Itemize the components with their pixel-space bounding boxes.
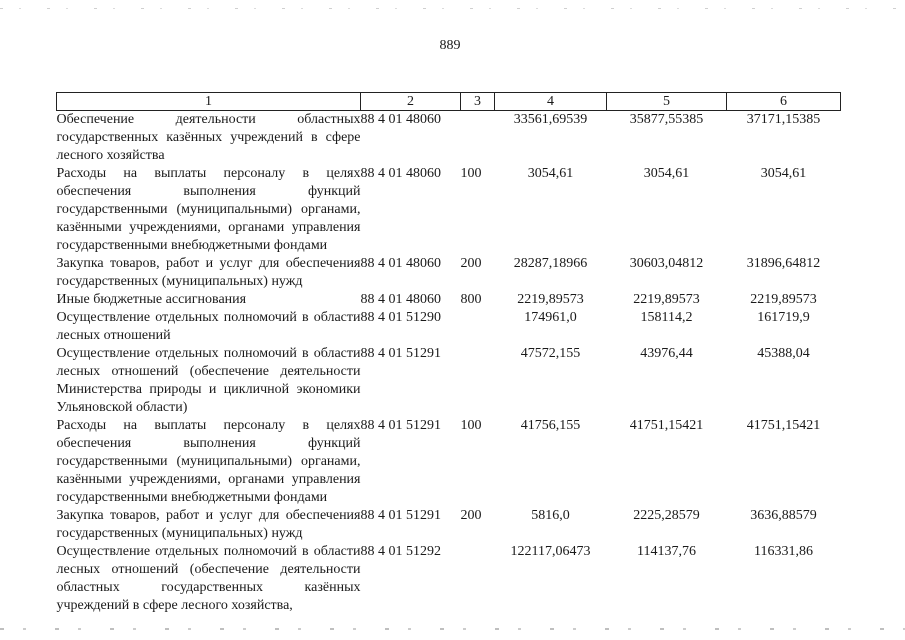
header-col-2: 2 (361, 93, 461, 111)
row-value-1: 47572,155 (520, 346, 581, 361)
row-value-2: 114137,76 (637, 544, 696, 559)
row-vr (461, 345, 495, 417)
row-value-1: 41756,155 (520, 418, 581, 433)
row-vr (461, 309, 495, 345)
row-value-2: 2225,28579 (633, 508, 700, 523)
row-name: Осуществление отдельных полномочий в области лесных отношений (обеспечение деятельности областных государственных казённых учреждений в сфере лесного хозяйства, (56, 544, 361, 613)
row-code: 88 4 01 48060 (360, 112, 441, 127)
row-value-1: 5816,0 (531, 508, 570, 523)
row-name: Закупка товаров, работ и услуг для обеспечения государственных (муниципальных) нужд (56, 508, 361, 541)
row-value-3: 37171,15385 (746, 112, 821, 127)
row-value-1: 33561,69539 (513, 112, 588, 127)
row-code: 88 4 01 48060 (360, 256, 441, 271)
row-name: Закупка товаров, работ и услуг для обеспечения государственных (муниципальных) нужд (56, 256, 361, 289)
budget-table (56, 92, 841, 615)
row-code: 88 4 01 48060 (360, 166, 441, 181)
row-name: Расходы на выплаты персоналу в целях обеспечения выполнения функций государственными (муниципальными) органами, казёнными учреждениями, органами управления государственными внебюджетными фондами (56, 418, 361, 505)
row-value-3: 3636,88579 (750, 508, 817, 523)
header-col-3: 3 (461, 93, 495, 111)
row-code: 88 4 01 51292 (360, 544, 441, 559)
header-col-4: 4 (495, 93, 607, 111)
row-value-3: 3054,61 (760, 166, 807, 181)
row-code: 88 4 01 48060 (360, 292, 441, 307)
row-value-2: 43976,44 (640, 346, 693, 361)
row-name: Осуществление отдельных полномочий в области лесных отношений (обеспечение деятельности Министерства природы и цикличной экономики Ульяновской области) (56, 346, 361, 415)
table-row (57, 543, 841, 615)
row-vr (461, 111, 495, 166)
row-value-3: 2219,89573 (750, 292, 817, 307)
row-value-3: 45388,04 (757, 346, 810, 361)
row-value-3: 41751,15421 (746, 418, 821, 433)
table-row (57, 309, 841, 345)
table-row (57, 111, 841, 166)
row-value-2: 41751,15421 (629, 418, 704, 433)
page-number: 889 (439, 38, 461, 53)
scan-bottom-edge (0, 628, 905, 630)
row-value-2: 30603,04812 (629, 256, 704, 271)
row-vr: 800 (460, 292, 482, 307)
row-value-2: 35877,55385 (629, 112, 704, 127)
row-name: Иные бюджетные ассигнования (56, 292, 247, 307)
row-value-2: 158114,2 (640, 310, 693, 325)
row-value-3: 31896,64812 (746, 256, 821, 271)
row-value-3: 161719,9 (757, 310, 810, 325)
scan-top-edge (0, 8, 905, 9)
table-row (57, 345, 841, 417)
row-name: Обеспечение деятельности областных государственных казённых учреждений в сфере лесного хозяйства (56, 112, 361, 163)
row-code: 88 4 01 51291 (360, 508, 441, 523)
header-col-5: 5 (607, 93, 727, 111)
row-value-1: 2219,89573 (517, 292, 584, 307)
row-vr: 100 (460, 166, 482, 181)
table-row (57, 165, 841, 255)
row-value-1: 122117,06473 (510, 544, 591, 559)
table-row (57, 291, 841, 309)
table-header-row (57, 93, 841, 111)
row-code: 88 4 01 51290 (360, 310, 441, 325)
row-vr: 200 (460, 256, 482, 271)
header-col-6: 6 (727, 93, 841, 111)
row-vr: 200 (460, 508, 482, 523)
row-value-3: 116331,86 (754, 544, 813, 559)
row-code: 88 4 01 51291 (360, 418, 441, 433)
row-value-2: 2219,89573 (633, 292, 700, 307)
table-row (57, 507, 841, 543)
row-vr (461, 543, 495, 615)
row-code: 88 4 01 51291 (360, 346, 441, 361)
row-name: Осуществление отдельных полномочий в области лесных отношений (56, 310, 361, 343)
header-col-1: 1 (57, 93, 361, 111)
row-value-2: 3054,61 (643, 166, 690, 181)
row-vr: 100 (460, 418, 482, 433)
table-row (57, 255, 841, 291)
table-row (57, 417, 841, 507)
row-value-1: 174961,0 (524, 310, 577, 325)
row-value-1: 28287,18966 (513, 256, 588, 271)
row-name: Расходы на выплаты персоналу в целях обеспечения выполнения функций государственными (муниципальными) органами, казёнными учреждениями, органами управления государственными внебюджетными фондами (56, 166, 361, 253)
row-value-1: 3054,61 (527, 166, 574, 181)
